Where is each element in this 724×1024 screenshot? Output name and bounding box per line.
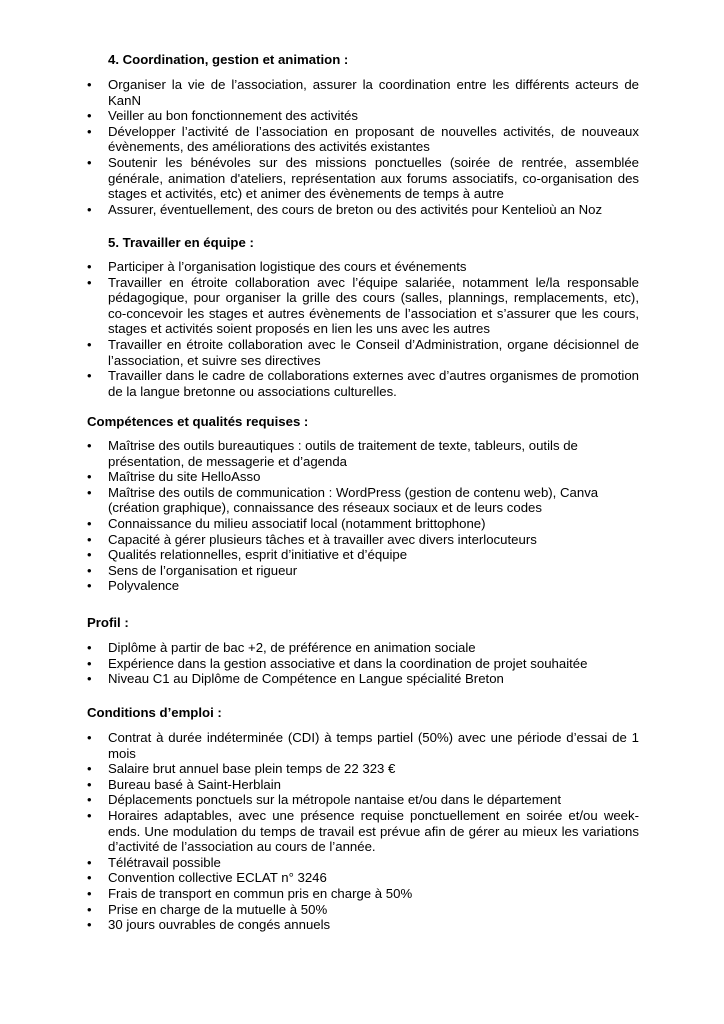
list-item: • Développer l’activité de l’association en proposant de nouvelles activités, de nouveaux évènements, des améliorations des activités existantes (87, 124, 639, 155)
list-item: • Déplacements ponctuels sur la métropole nantaise et/ou dans le département (87, 792, 639, 808)
list-item: • Qualités relationnelles, esprit d’initiative et d’équipe (87, 547, 639, 563)
list-item: • Expérience dans la gestion associative et dans la coordination de projet souhaitée (87, 656, 639, 672)
section-4-list (87, 77, 639, 217)
list-item: • Travailler en étroite collaboration avec l’équipe salariée, notamment le/la responsable pédagogique, pour organiser la grille des cours (salles, plannings, remplacements, etc), co-concevoir les stages et autres évènements de l’association et s’assurer que les cours, stages et activités soient proposés en lien les uns avec les autres (87, 275, 639, 337)
competences-heading: Compétences et qualités requises : (87, 414, 309, 429)
list-item: • Frais de transport en commun pris en charge à 50% (87, 886, 639, 902)
list-item: • Polyvalence (87, 578, 639, 594)
list-item: • Travailler dans le cadre de collaborations externes avec d’autres organismes de promotion de la langue bretonne ou associations culturelles. (87, 368, 639, 399)
list-item: • Convention collective ECLAT n° 3246 (87, 870, 639, 886)
competences-list (87, 438, 639, 594)
list-item: • Maîtrise du site HelloAsso (87, 469, 639, 485)
list-item: • Niveau C1 au Diplôme de Compétence en Langue spécialité Breton (87, 671, 639, 687)
conditions-list (87, 730, 639, 933)
list-item: • Veiller au bon fonctionnement des activités (87, 108, 639, 124)
list-item: • Télétravail possible (87, 855, 639, 871)
section-5-list (87, 259, 639, 399)
list-item: • Maîtrise des outils de communication : WordPress (gestion de contenu web), Canva (création graphique), connaissance des réseaux sociaux et de leurs codes (87, 485, 639, 516)
conditions-heading: Conditions d’emploi : (87, 705, 222, 720)
list-item: • Participer à l’organisation logistique des cours et événements (87, 259, 639, 275)
list-item: • Organiser la vie de l’association, assurer la coordination entre les différents acteurs de KanN (87, 77, 639, 108)
section-5-heading: 5. Travailler en équipe : (108, 235, 254, 250)
profil-list (87, 640, 639, 687)
profil-heading: Profil : (87, 615, 129, 630)
list-item: • Bureau basé à Saint-Herblain (87, 777, 639, 793)
list-item: • Soutenir les bénévoles sur des missions ponctuelles (soirée de rentrée, assemblée générale, animation d'ateliers, représentation aux forums associatifs, co-organisation des stages et activités, etc) et animer des évènements de temps à autre (87, 155, 639, 202)
list-item: • Assurer, éventuellement, des cours de breton ou des activités pour Kentelioù an Noz (87, 202, 639, 218)
list-item: • Prise en charge de la mutuelle à 50% (87, 902, 639, 918)
list-item: • Salaire brut annuel base plein temps de 22 323 € (87, 761, 639, 777)
section-4-heading: 4. Coordination, gestion et animation : (108, 52, 349, 67)
list-item: • Maîtrise des outils bureautiques : outils de traitement de texte, tableurs, outils de présentation, de messagerie et d’agenda (87, 438, 639, 469)
list-item: • Sens de l’organisation et rigueur (87, 563, 639, 579)
list-item: • Horaires adaptables, avec une présence requise ponctuellement en soirée et/ou week-ends. Une modulation du temps de travail est prévue afin de gérer au mieux les variations d’activité de l’association au cours de l’année. (87, 808, 639, 855)
list-item: • Capacité à gérer plusieurs tâches et à travailler avec divers interlocuteurs (87, 532, 639, 548)
list-item: • Contrat à durée indéterminée (CDI) à temps partiel (50%) avec une période d’essai de 1 mois (87, 730, 639, 761)
list-item: • Connaissance du milieu associatif local (notamment brittophone) (87, 516, 639, 532)
list-item: • Travailler en étroite collaboration avec le Conseil d’Administration, organe décisionnel de l’association, et suivre ses directives (87, 337, 639, 368)
list-item: • Diplôme à partir de bac +2, de préférence en animation sociale (87, 640, 639, 656)
list-item: • 30 jours ouvrables de congés annuels (87, 917, 639, 933)
